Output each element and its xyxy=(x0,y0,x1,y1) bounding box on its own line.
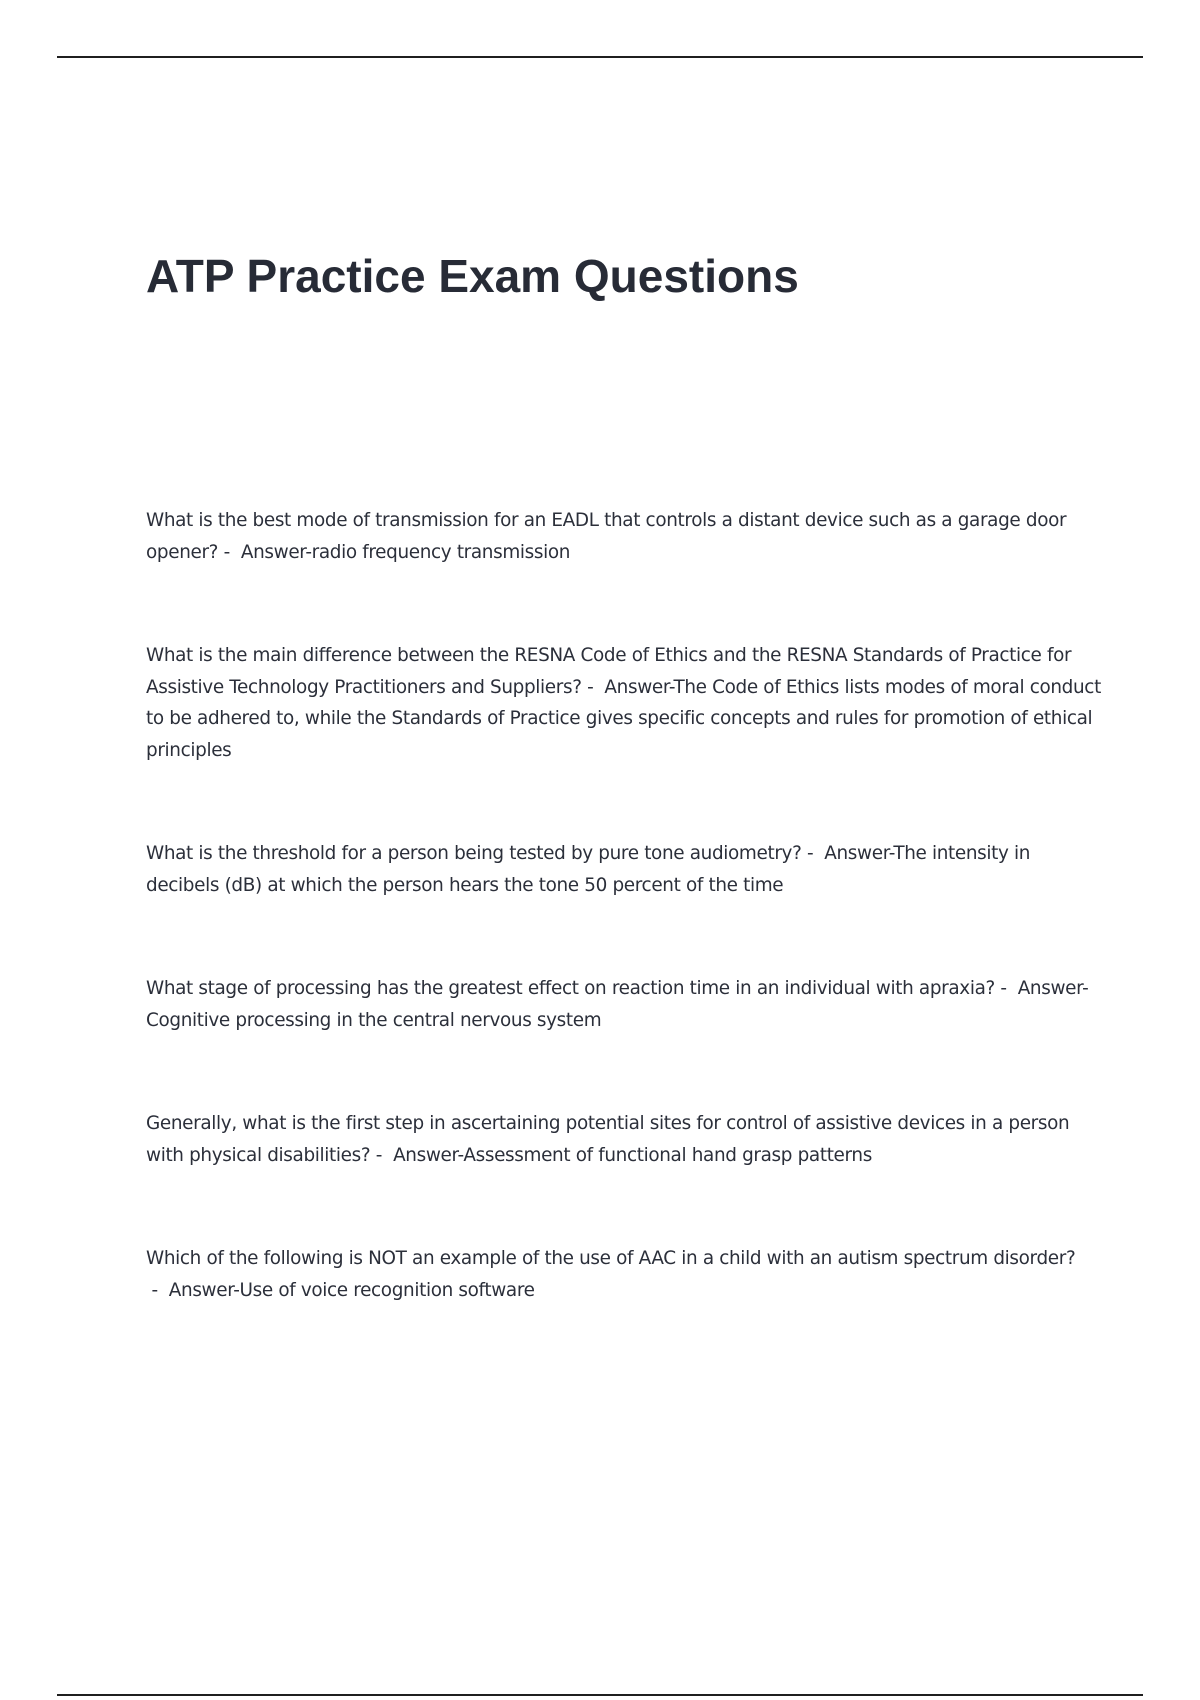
qa-item-5 xyxy=(146,1108,1106,1171)
qa-item-6 xyxy=(146,1243,1106,1306)
answer-text: Answer-radio frequency transmission xyxy=(240,541,571,563)
qa-item-4 xyxy=(146,973,1106,1036)
answer-text: Answer-Use of voice recognition software xyxy=(168,1279,535,1301)
qa-separator: - xyxy=(994,978,1018,999)
qa-item-2 xyxy=(146,640,1106,766)
answer-text: Answer-Cognitive processing in the central nervous system xyxy=(146,978,1089,1031)
question-text: Generally, what is the first step in ascertaining potential sites for control of assistive devices in a person with physical disabilities? xyxy=(146,1113,1070,1166)
qa-separator: - xyxy=(370,1144,394,1166)
qa-list xyxy=(146,505,1106,1378)
answer-text: Answer-Assessment of functional hand grasp patterns xyxy=(393,1144,872,1166)
question-text: What is the best mode of transmission for an EADL that controls a distant device such as a garage door opener? xyxy=(146,510,1067,563)
qa-item-1 xyxy=(146,505,1106,568)
answer-text: Answer-The intensity in decibels (dB) at which the person hears the tone 50 percent of the time xyxy=(146,843,1031,896)
bottom-divider xyxy=(57,1694,1143,1696)
answer-text: Answer-The Code of Ethics lists modes of moral conduct to be adhered to, while the Standards of Practice gives specific concepts and rules for promotion of ethical principles xyxy=(146,676,1101,761)
top-divider xyxy=(57,56,1143,58)
qa-separator: - xyxy=(801,843,825,864)
qa-separator: - xyxy=(581,676,605,698)
qa-separator: - xyxy=(146,1279,169,1301)
question-text: Which of the following is NOT an example of the use of AAC in a child with an autism spectrum disorder? xyxy=(146,1248,1076,1269)
question-text: What is the main difference between the RESNA Code of Ethics and the RESNA Standards of Practice for Assistive Technology Practitioners and Suppliers? xyxy=(146,645,1072,698)
document-title: ATP Practice Exam Questions xyxy=(146,250,799,302)
question-text: What stage of processing has the greatest effect on reaction time in an individual with apraxia? xyxy=(146,978,995,999)
question-text: What is the threshold for a person being tested by pure tone audiometry? xyxy=(146,843,802,864)
qa-item-3 xyxy=(146,838,1106,901)
qa-separator: - xyxy=(218,541,241,563)
